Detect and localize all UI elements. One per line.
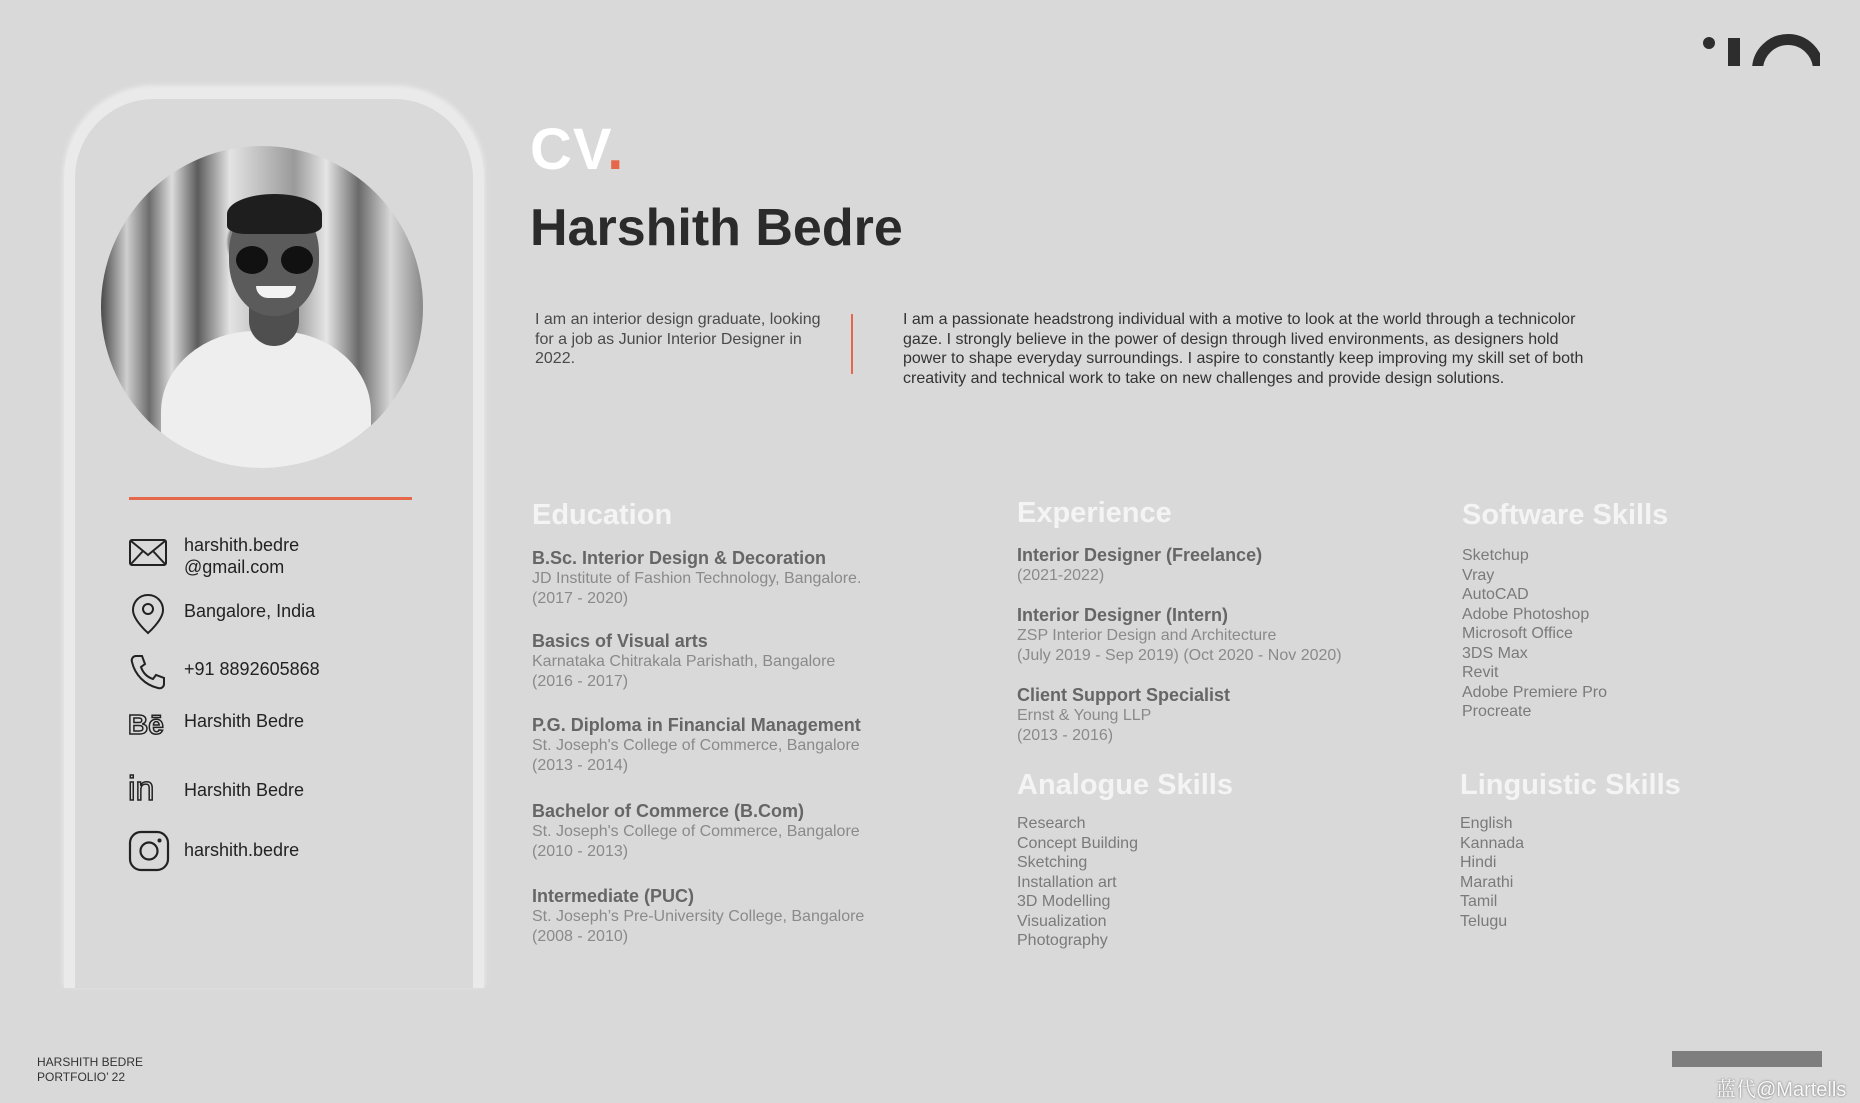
education-item: Intermediate (PUC) St. Joseph’s Pre-University College, Bangalore (2008 - 2010) <box>532 886 865 945</box>
list-item: Kannada <box>1460 834 1525 852</box>
analogue-skills-title: Analogue Skills <box>1017 769 1233 801</box>
list-item: Tamil <box>1460 893 1498 910</box>
intro-text: I am an interior design graduate, looking for a job as Junior Interior Designer in 2022. <box>535 311 821 367</box>
page-number-mark <box>1700 34 1820 66</box>
list-item: Hindi <box>1460 854 1497 871</box>
about-text: I am a passionate headstrong individual with a motive to look at the world through a technicolor gaze. I strongly believe in the power of design through lived environments, as designers hold power to shape everyday surroundings. I aspire to constantly keep improving my skill set of both creativity and technical work to take on new challenges and provide design solutions. <box>903 311 1584 387</box>
profile-photo <box>101 146 423 468</box>
contact-behance[interactable] <box>128 706 428 750</box>
list-item: AutoCAD <box>1462 586 1529 603</box>
watermark: 蓝代@Martells <box>1716 1079 1847 1101</box>
list-item: Sketchup <box>1462 547 1529 564</box>
list-item: Concept Building <box>1017 834 1138 852</box>
cv-label: CV. <box>530 117 625 182</box>
experience-item: Client Support Specialist Ernst & Young LLP (2013 - 2016) <box>1017 685 1231 744</box>
intro-divider <box>851 314 853 374</box>
contact-email[interactable] <box>128 532 428 576</box>
list-item: Microsoft Office <box>1462 625 1573 642</box>
list-item: 3D Modelling <box>1017 893 1111 910</box>
footer-bar <box>1672 1051 1822 1067</box>
experience-title: Experience <box>1017 497 1172 529</box>
list-item: Vray <box>1462 566 1495 584</box>
software-skills-title: Software Skills <box>1462 499 1669 531</box>
mail-icon <box>128 532 168 572</box>
education-item: P.G. Diploma in Financial Management St. Joseph's College of Commerce, Bangalore (2013 - 2014) <box>532 715 861 774</box>
behance-icon <box>128 706 168 746</box>
list-item: Sketching <box>1017 854 1088 871</box>
list-item: Photography <box>1017 932 1108 949</box>
list-item: Procreate <box>1462 703 1532 720</box>
person-name: Harshith Bedre <box>530 199 903 257</box>
education-item: Bachelor of Commerce (B.Com) St. Joseph's College of Commerce, Bangalore (2010 - 2013) <box>532 801 860 860</box>
experience-item: Interior Designer (Intern) ZSP Interior Design and Architecture (July 2019 - Sep 2019) (Oct 2020 - Nov 2020) <box>1017 605 1342 664</box>
instagram-icon <box>128 830 168 870</box>
linguistic-skills-title: Linguistic Skills <box>1460 769 1681 801</box>
list-item: Adobe Photoshop <box>1462 605 1590 623</box>
contact-phone[interactable] <box>128 652 428 696</box>
list-item: Visualization <box>1017 912 1107 930</box>
accent-divider <box>129 497 412 500</box>
contact-email-text: harshith.bedre @gmail.com <box>184 535 300 577</box>
software-skills-list <box>1462 546 1607 722</box>
svg-text:Bē: Bē <box>128 709 164 740</box>
list-item: Installation art <box>1017 873 1117 891</box>
linkedin-icon <box>128 766 168 806</box>
phone-icon <box>128 652 168 692</box>
education-title: Education <box>532 499 673 531</box>
contact-phone-text: +91 8892605868 <box>184 659 320 679</box>
contact-location-text: Bangalore, India <box>184 601 316 621</box>
education-item: B.Sc. Interior Design & Decoration JD Institute of Fashion Technology, Bangalore. (2017 - 2020) <box>532 548 862 607</box>
analogue-skills-list <box>1017 814 1138 951</box>
contact-linkedin[interactable] <box>128 766 428 810</box>
list-item: Marathi <box>1460 873 1514 891</box>
list-item: Revit <box>1462 664 1499 681</box>
list-item: Telugu <box>1460 912 1508 930</box>
list-item: 3DS Max <box>1462 644 1528 662</box>
contact-behance-text: Harshith Bedre <box>184 711 305 731</box>
contact-linkedin-text: Harshith Bedre <box>184 780 305 800</box>
education-item: Basics of Visual arts Karnataka Chitrakala Parishath, Bangalore (2016 - 2017) <box>532 631 836 690</box>
list-item: Adobe Premiere Pro <box>1462 683 1607 701</box>
list-item: English <box>1460 815 1513 832</box>
linguistic-skills-list <box>1460 814 1524 931</box>
contact-location <box>128 592 428 636</box>
contact-instagram[interactable] <box>128 830 428 874</box>
experience-item: Interior Designer (Freelance) (2021-2022) <box>1017 545 1263 584</box>
contact-instagram-text: harshith.bedre <box>184 840 300 860</box>
svg-text:in: in <box>128 770 155 806</box>
list-item: Research <box>1017 815 1086 832</box>
cv-accent-dot: . <box>607 117 625 182</box>
footer-label: HARSHITH BEDRE PORTFOLIO’ 22 <box>37 1055 144 1084</box>
location-pin-icon <box>128 592 168 632</box>
